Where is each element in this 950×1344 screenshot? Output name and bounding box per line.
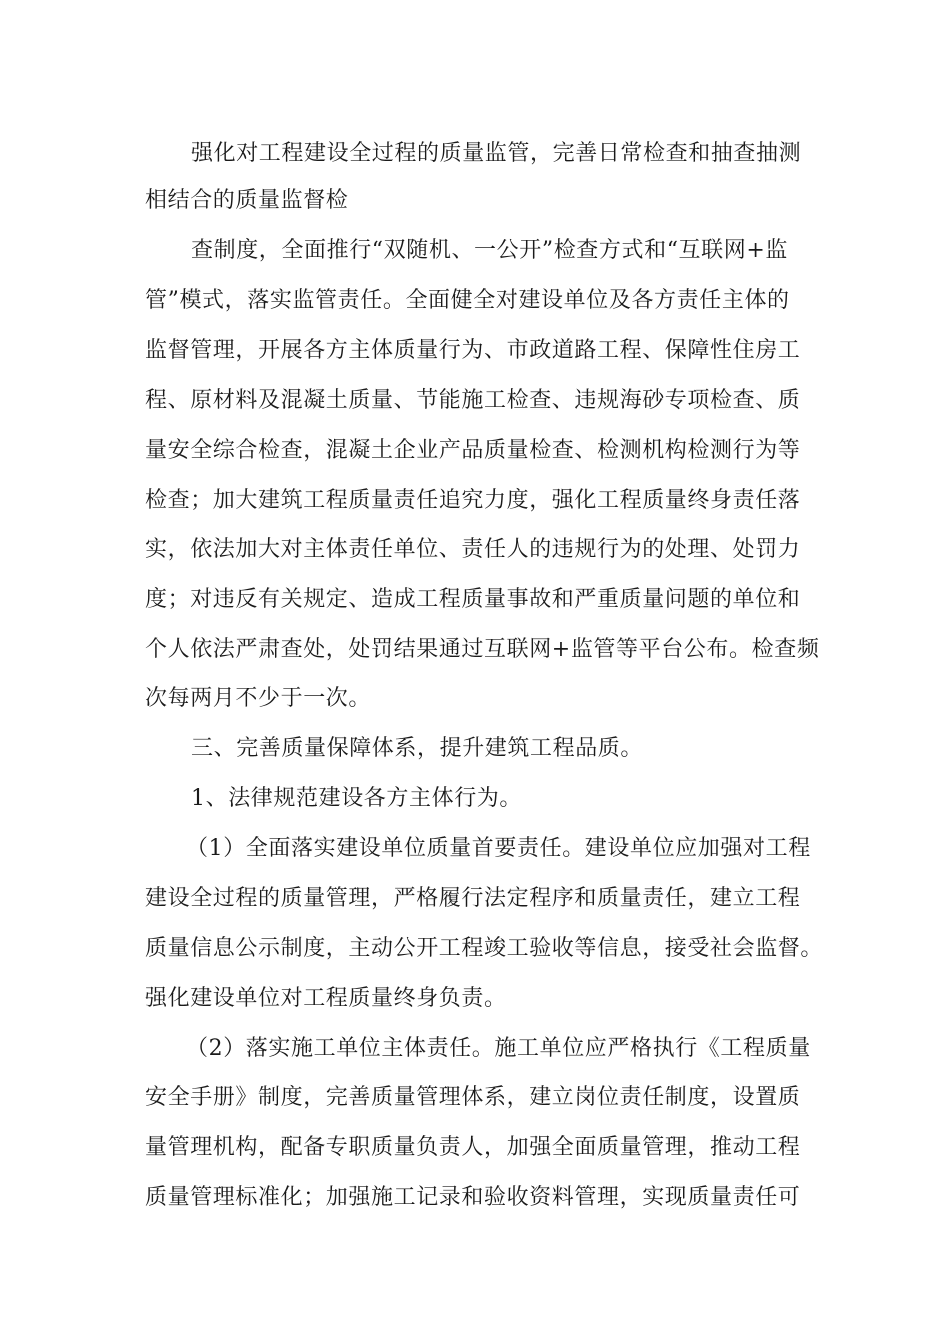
- text-line: 量安全综合检查，混凝土企业产品质量检查、检测机构检测行为等: [145, 438, 801, 463]
- text-line: 管”模式，落实监管责任。全面健全对建设单位及各方责任主体的: [145, 288, 790, 313]
- text-line: 建设全过程的质量管理，严格履行法定程序和质量责任，建立工程: [145, 886, 801, 911]
- text-line: 度；对违反有关规定、造成工程质量事故和严重质量问题的单位和: [145, 587, 801, 612]
- text-line: 相结合的质量监督检: [145, 188, 349, 213]
- subsection-heading: 1、法律规范建设各方主体行为。: [191, 786, 522, 811]
- text-line: （2）落实施工单位主体责任。施工单位应严格执行《工程质量: [186, 1036, 811, 1061]
- text-line: 质量信息公示制度，主动公开工程竣工验收等信息，接受社会监督。: [145, 936, 824, 961]
- section-heading: 三、完善质量保障体系，提升建筑工程品质。: [191, 736, 644, 761]
- text-line: 程、原材料及混凝土质量、节能施工检查、违规海砂专项检查、质: [145, 388, 801, 413]
- text-line: 强化建设单位对工程质量终身负责。: [145, 986, 507, 1011]
- text-line: 强化对工程建设全过程的质量监管，完善日常检查和抽查抽测: [191, 141, 802, 166]
- text-line: 监督管理，开展各方主体质量行为、市政道路工程、保障性住房工: [145, 338, 801, 363]
- text-line: 查制度，全面推行“双随机、一公开”检查方式和“互联网+监: [191, 238, 788, 263]
- text-line: 个人依法严肃查处，处罚结果通过互联网+监管等平台公布。检查频: [145, 637, 820, 662]
- text-line: 实，依法加大对主体责任单位、责任人的违规行为的处理、处罚力: [145, 537, 801, 562]
- text-line: （1）全面落实建设单位质量首要责任。建设单位应加强对工程: [186, 836, 811, 861]
- text-line: 质量管理标准化；加强施工记录和验收资料管理，实现质量责任可: [145, 1185, 801, 1210]
- text-line: 安全手册》制度，完善质量管理体系，建立岗位责任制度，设置质: [145, 1085, 801, 1110]
- text-line: 检查；加大建筑工程质量责任追究力度，强化工程质量终身责任落: [145, 488, 801, 513]
- text-line: 次每两月不少于一次。: [145, 686, 372, 711]
- text-line: 量管理机构，配备专职质量负责人，加强全面质量管理，推动工程: [145, 1135, 801, 1160]
